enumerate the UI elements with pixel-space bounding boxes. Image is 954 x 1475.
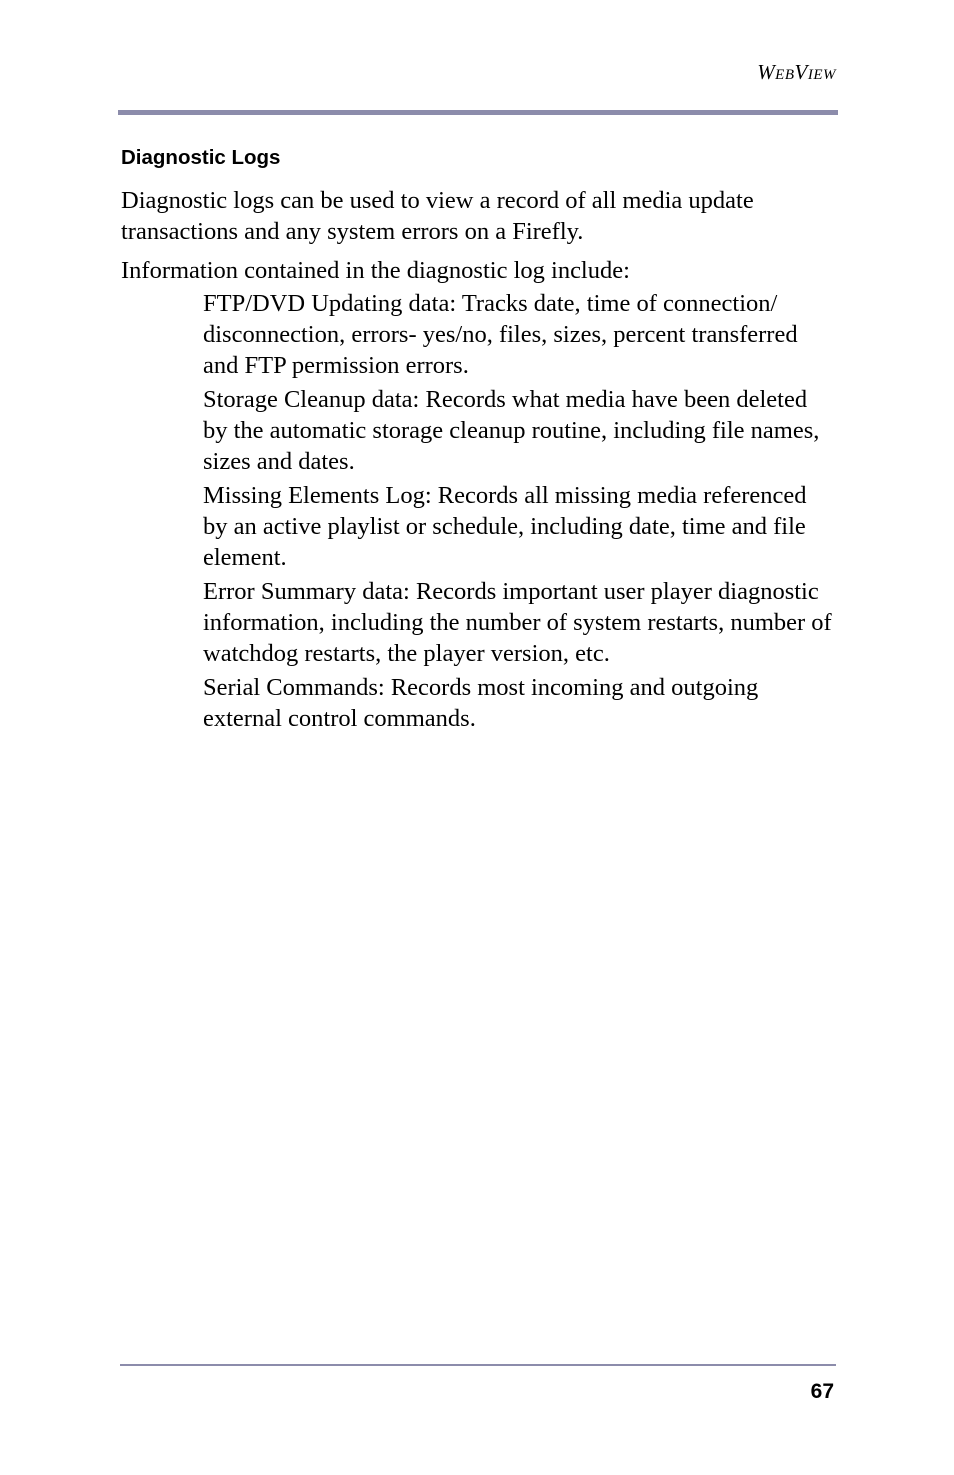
- list-item-storage-cleanup: Storage Cleanup data: Records what media have been deleted by the automatic storage cleanup routine, including file names, sizes and dates.: [203, 386, 820, 475]
- running-header: WebView: [757, 60, 836, 84]
- log-types-list: [121, 288, 837, 734]
- list-intro-paragraph: Information contained in the diagnostic log include:: [121, 257, 630, 284]
- section-heading: Diagnostic Logs: [121, 146, 281, 169]
- page-number: 67: [810, 1380, 834, 1403]
- section-body: [121, 185, 837, 737]
- list-item-missing-elements: Missing Elements Log: Records all missing media referenced by an active playlist or schedule, including date, time and file element.: [203, 482, 807, 571]
- list-item-ftp-dvd-updating: FTP/DVD Updating data: Tracks date, time of connection/ disconnection, errors- yes/no, files, sizes, percent transferred and FTP permission errors.: [203, 290, 798, 379]
- intro-paragraph: Diagnostic logs can be used to view a record of all media update transactions and any system errors on a Firefly.: [121, 187, 754, 245]
- list-item-error-summary: Error Summary data: Records important user player diagnostic information, including the number of system restarts, number of watchdog restarts, the player version, etc.: [203, 578, 832, 667]
- list-item-serial-commands: Serial Commands: Records most incoming and outgoing external control commands.: [203, 674, 759, 732]
- footer-rule: [120, 1364, 836, 1366]
- header-rule: [118, 110, 838, 115]
